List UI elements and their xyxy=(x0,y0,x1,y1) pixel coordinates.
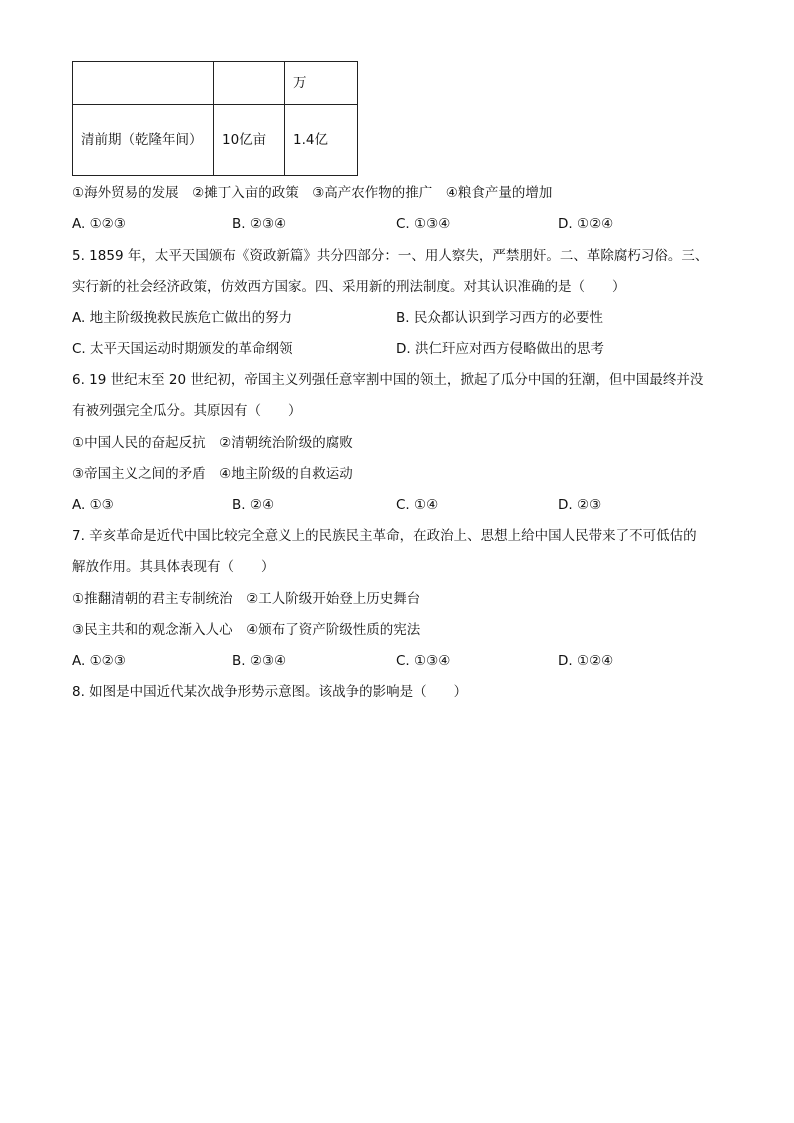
q5-stem-line1: 5. 1859 年，太平天国颁布《资政新篇》共分四部分：一、用人察失，严禁朋奸。二、革除腐朽习俗。三、 xyxy=(72,248,709,264)
q6-option-d: D. ②③ xyxy=(558,497,602,513)
q6-option-a: A. ①③ xyxy=(72,497,114,513)
q5-option-a: A. 地主阶级挽救民族危亡做出的努力 xyxy=(72,310,293,326)
q7-option-c: C. ①③④ xyxy=(396,653,451,669)
q6-option-b: B. ②④ xyxy=(232,497,275,513)
table-row xyxy=(73,105,358,176)
q7-option-b: B. ②③④ xyxy=(232,653,287,669)
q7-option-a: A. ①②③ xyxy=(72,653,126,669)
table-cell: 1.4亿 xyxy=(285,105,358,176)
q4-option-a: A. ①②③ xyxy=(72,216,126,232)
q5-stem-line2: 实行新的社会经济政策，仿效西方国家。四、采用新的刑法制度。对其认识准确的是（ ） xyxy=(72,279,626,295)
table-row xyxy=(73,62,358,105)
data-table xyxy=(72,61,358,176)
q6-stem-line1: 6. 19 世纪末至 20 世纪初，帝国主义列强任意宰割中国的领土，掀起了瓜分中国的狂潮，但中国最终并没 xyxy=(72,372,704,388)
table-cell: 万 xyxy=(285,62,358,105)
q7-items-line2: ③民主共和的观念渐入人心 ④颁布了资产阶级性质的宪法 xyxy=(72,622,421,638)
q4-items: ①海外贸易的发展 ②摊丁入亩的政策 ③高产农作物的推广 ④粮食产量的增加 xyxy=(72,185,553,201)
q5-option-c: C. 太平天国运动时期颁发的革命纲领 xyxy=(72,341,293,357)
q4-option-c: C. ①③④ xyxy=(396,216,451,232)
table-cell: 清前期（乾隆年间） xyxy=(73,105,214,176)
q6-stem-line2: 有被列强完全瓜分。其原因有（ ） xyxy=(72,403,302,419)
q5-option-d: D. 洪仁玕应对西方侵略做出的思考 xyxy=(396,341,604,357)
q4-option-b: B. ②③④ xyxy=(232,216,287,232)
q5-option-b: B. 民众都认识到学习西方的必要性 xyxy=(396,310,603,326)
table-cell xyxy=(73,62,214,105)
q4-option-d: D. ①②④ xyxy=(558,216,614,232)
q6-option-c: C. ①④ xyxy=(396,497,439,513)
q6-items-line2: ③帝国主义之间的矛盾 ④地主阶级的自救运动 xyxy=(72,466,353,482)
q8-stem-line1: 8. 如图是中国近代某次战争形势示意图。该战争的影响是（ ） xyxy=(72,684,468,700)
q7-option-d: D. ①②④ xyxy=(558,653,614,669)
table-cell xyxy=(214,62,285,105)
table-cell: 10亿亩 xyxy=(214,105,285,176)
q7-stem-line1: 7. 辛亥革命是近代中国比较完全意义上的民族民主革命，在政治上、思想上给中国人民带来了不可低估的 xyxy=(72,528,697,544)
q7-stem-line2: 解放作用。其具体表现有（ ） xyxy=(72,559,275,575)
q6-items-line1: ①中国人民的奋起反抗 ②清朝统治阶级的腐败 xyxy=(72,435,353,451)
q7-items-line1: ①推翻清朝的君主专制统治 ②工人阶级开始登上历史舞台 xyxy=(72,591,421,607)
